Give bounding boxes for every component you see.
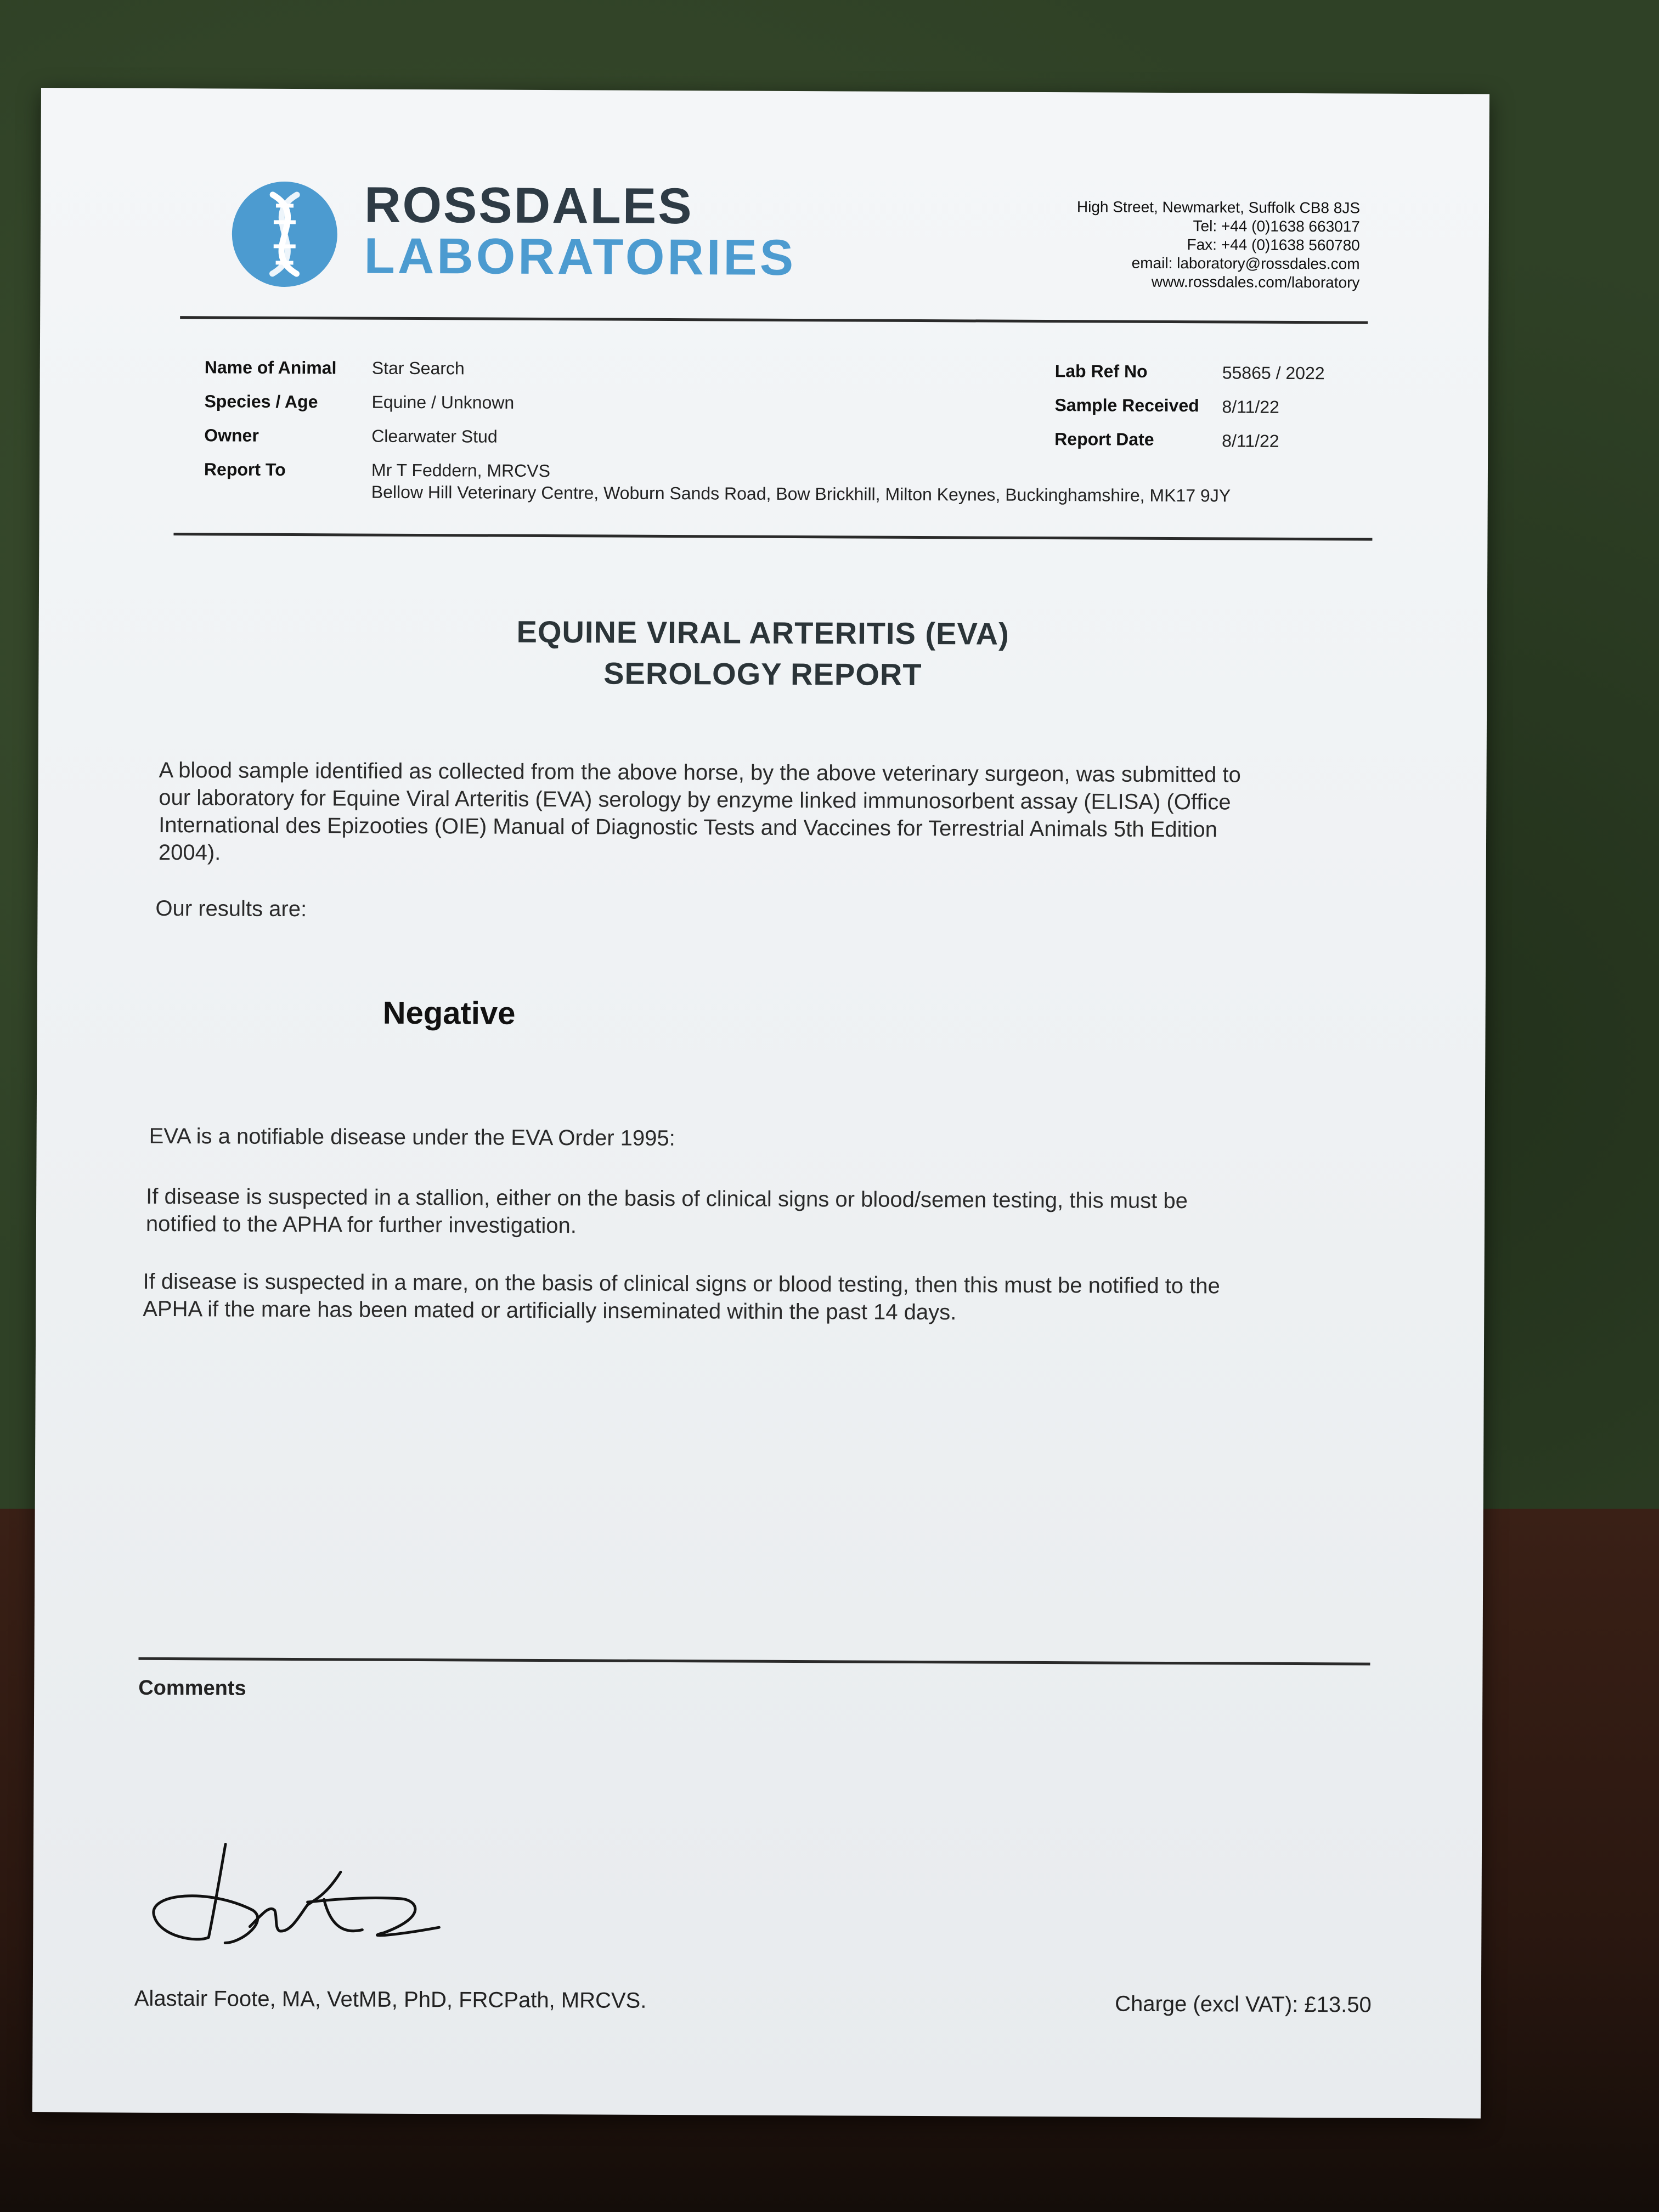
logo-name-line2: LABORATORIES [364,228,797,286]
lab-fax: Fax: +44 (0)1638 560780 [1187,236,1360,254]
report-to-name: Mr T Feddern, MRCVS [371,460,551,481]
lab-ref-label: Lab Ref No [1054,361,1148,381]
intro-line-2: our laboratory for Equine Viral Arteritis (EVA) serology by enzyme linked immunosorbent assay (ELISA) (Office [159,785,1231,815]
sample-received-value: 8/11/22 [1222,397,1279,417]
intro-line-4: 2004). [158,840,221,865]
mare-line-1: If disease is suspected in a mare, on the basis of clinical signs or blood testing, then this must be notified to the [143,1269,1220,1299]
intro-line-1: A blood sample identified as collected from the above horse, by the above veterinary surgeon, was submitted to [159,758,1241,787]
comments-label: Comments [138,1676,246,1700]
species-age-value: Equine / Unknown [371,392,515,413]
test-result: Negative [382,995,516,1031]
notifiable-statement: EVA is a notifiable disease under the EVA Order 1995: [149,1124,675,1151]
comments-divider [138,1657,1370,1666]
report-to-address: Bellow Hill Veterinary Centre, Woburn Sands Road, Bow Brickhill, Milton Keynes, Buckinghamshire, MK17 9JY [371,482,1231,506]
contact-block [1076,198,1360,292]
info-divider [173,533,1372,541]
dna-helix-icon [229,179,340,290]
mare-line-2: APHA if the mare has been mated or artificially inseminated within the past 14 days. [143,1296,957,1325]
name-of-animal-value: Star Search [371,358,465,379]
header-divider [180,316,1368,324]
handwritten-signature [143,1833,450,1960]
lab-website: www.rossdales.com/laboratory [1151,273,1360,291]
report-paper [32,88,1489,2118]
intro-line-3: International des Epizooties (OIE) Manual of Diagnostic Tests and Vaccines for Terrestrial Animals 5th Edition [159,812,1218,842]
name-of-animal-label: Name of Animal [204,357,337,378]
owner-value: Clearwater Stud [371,426,498,447]
sample-received-label: Sample Received [1054,395,1199,416]
signatory-name: Alastair Foote, MA, VetMB, PhD, FRCPath, MRCVS. [134,1986,647,2013]
owner-label: Owner [204,425,259,445]
stallion-line-1: If disease is suspected in a stallion, either on the basis of clinical signs or blood/semen testing, this must be [146,1184,1188,1214]
report-to-label: Report To [204,459,286,479]
report-date-label: Report Date [1054,429,1154,449]
species-age-label: Species / Age [204,391,318,412]
results-intro: Our results are: [155,896,307,922]
lab-ref-value: 55865 / 2022 [1222,363,1325,383]
lab-tel: Tel: +44 (0)1638 663017 [1193,217,1360,235]
stallion-line-2: notified to the APHA for further investigation. [145,1211,577,1238]
stallion-paragraph [146,1183,1386,1243]
lab-address: High Street, Newmarket, Suffolk CB8 8JS [1076,198,1361,217]
charge-amount: Charge (excl VAT): £13.50 [1115,1991,1372,2017]
report-title-line1: EQUINE VIRAL ARTERITIS (EVA) [516,614,1009,651]
intro-paragraph [159,757,1393,872]
logo-name-line1: ROSSDALES [364,177,693,235]
report-date-value: 8/11/22 [1222,431,1279,451]
mare-paragraph [143,1268,1388,1328]
lab-email: email: laboratory@rossdales.com [1131,254,1360,273]
report-title-line2: SEROLOGY REPORT [603,656,922,692]
